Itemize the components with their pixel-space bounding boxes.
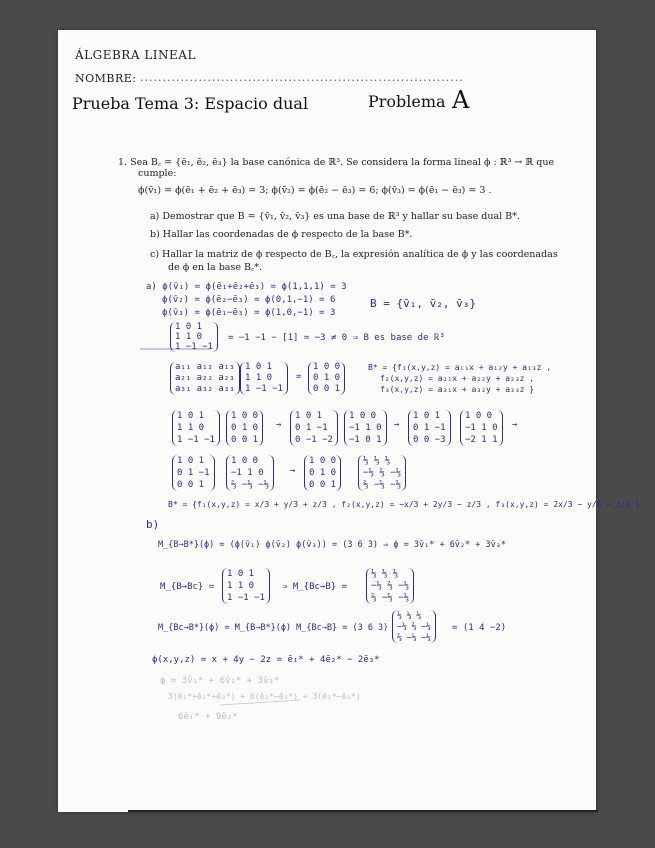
hw-a-line2: ϕ(v̄₂) = ϕ(ē₂−ē₃) = ϕ(0,1,−1) = 6 (162, 295, 336, 305)
hw-b2-arrow: ⇒ M_{Bc→B} = (282, 582, 348, 592)
part-a-text: a) Demostrar que B = {v̄₁, v̄₂, v̄₃} es una base de ℝ³ y hallar su base dual B*. (150, 211, 520, 222)
statement-line1: 1. Sea B꜀ = {ē₁, ē₂, ē₃} la base canónica de ℝ³. Se considera la forma lineal ϕ : ℝ³ → ℝ que (118, 157, 555, 168)
bstar-final: B* = {f₁(x,y,z) = x/3 + y/3 + z/3 , f₂(x,y,z) = −x/3 + 2y/3 − z/3 , f₃(x,y,z) = 2x/3 − y/3 − z/3 } (168, 500, 641, 509)
gauss-step1-left: 1 0 1 1 1 0 1 −1 −1 (172, 410, 220, 446)
determinant-result: = −1 −1 − [1] = −3 ≠ 0 ⇒ B es base de ℝ³ (228, 333, 445, 343)
nombre-label: NOMBRE: (75, 72, 137, 85)
hw-b-label: b) (146, 518, 160, 531)
faint-note-1: ϕ = 3v̄₁* + 6v̄₂* + 3v̄₃* (160, 676, 280, 686)
identity-matrix: 1 0 0 0 1 0 0 0 1 (308, 362, 345, 395)
hw-c-result: = (1 4 −2) (452, 623, 507, 633)
gauss-step4-left: 1 0 1 0 1 −1 0 0 1 (172, 455, 215, 491)
bstar-def-1: B* = {f₁(x,y,z) = a₁₁x + a₁₂y + a₁₃z , (368, 363, 552, 372)
change-basis-matrix: 1 0 1 1 1 0 1 −1 −1 (222, 568, 270, 604)
hw-c-line1: M_{Bc→B*}(ϕ) = M_{B→B*}(ϕ) M_{Bc→B} = (3 6 3) (158, 623, 389, 633)
hw-basis-note: B = {v̄₁, v̄₂, v̄₃} (370, 297, 476, 310)
arrow-2: → (394, 420, 400, 430)
hw-a-line1: a) ϕ(v̄₁) = ϕ(ē₁+ē₂+ē₃) = ϕ(1,1,1) = 3 (146, 282, 347, 292)
determinant-matrix: 1 0 1 1 1 0 1 −1 −1 (170, 322, 218, 352)
arrow-1: → (276, 420, 282, 430)
nombre-dots: ........................................................................ (140, 71, 464, 84)
part-b-text: b) Hallar las coordenadas de ϕ respecto de la base B*. (150, 229, 413, 240)
gauss-step2-left: 1 0 1 0 1 −1 0 −1 −2 (290, 410, 338, 446)
gauss-step5-left: 1 0 0 0 1 0 0 0 1 (304, 455, 341, 491)
gauss-step4-right: 1 0 0 −1 1 0 ⅔ −⅓ −⅓ (226, 455, 274, 491)
gauss-step2-right: 1 0 0 −1 1 0 −1 0 1 (344, 410, 387, 446)
statement-line2: cumple: (138, 168, 177, 179)
gauss-step3-right: 1 0 0 −1 1 0 −2 1 1 (460, 410, 503, 446)
gauss-step1-right: 1 0 0 0 1 0 0 0 1 (226, 410, 263, 446)
equals-sign-1: = (296, 372, 302, 382)
coef-matrix: a₁₁ a₁₂ a₁₃ a₂₁ a₂₂ a₂₃ a₃₁ a₃₂ a₃₃ (170, 362, 240, 395)
part-c-text-2: de ϕ en la base B꜀*. (168, 262, 263, 273)
problem-letter: A (452, 86, 470, 114)
faint-stroke (220, 700, 300, 705)
gauss-step5-right: ⅓ ⅓ ⅓ −⅓ ⅔ −⅓ ⅔ −⅓ −⅓ (358, 455, 406, 491)
part-c-text-1: c) Hallar la matriz de ϕ respecto de B꜀, la expresión analítica de ϕ y las coordenadas (150, 249, 558, 260)
faint-note-3: 6ē₁* + 9ē₂* (178, 712, 238, 722)
statement-condition: ϕ(v̄₁) = ϕ(ē₁ + ē₂ + ē₃) = 3; ϕ(v̄₂) = ϕ(ē₂ − ē₃) = 6; ϕ(v̄₃) = ϕ(ē₁ − ē₃) = 3 . (138, 185, 492, 196)
bstar-def-3: f₃(x,y,z) = a₃₁x + a₃₂y + a₃₃z } (380, 385, 535, 394)
gauss-step3-left: 1 0 1 0 1 −1 0 0 −3 (408, 410, 451, 446)
problem-label: Problema (368, 92, 446, 111)
arrow-3: → (512, 420, 518, 430)
hw-c-line2: ϕ(x,y,z) = x + 4y − 2z = ē₁* + 4ē₂* − 2ē₃* (152, 655, 380, 665)
exam-title: Prueba Tema 3: Espacio dual (72, 94, 309, 113)
arrow-4: → (290, 466, 296, 476)
course-title: ÁLGEBRA LINEAL (75, 48, 196, 62)
bstar-def-2: f₂(x,y,z) = a₂₁x + a₂₂y + a₂₃z , (380, 374, 535, 383)
hw-b2-label: M_{B→Bc} = (160, 582, 215, 592)
basis-matrix: 1 0 1 1 1 0 1 −1 −1 (240, 362, 288, 395)
inverse-matrix: ⅓ ⅓ ⅓ −⅓ ⅔ −⅓ ⅔ −⅓ −⅓ (366, 568, 414, 604)
inverse-matrix-2: ⅓ ⅓ ⅓ −⅓ ⅔ −⅓ ⅔ −⅓ −⅓ (392, 610, 436, 643)
hw-b-line1: M_{B→B*}(ϕ) = (ϕ(v̄₁) ϕ(v̄₂) ϕ(v̄₃)) = (3 6 3) ⇒ ϕ = 3v̄₁* + 6v̄₂* + 3v̄₃* (158, 540, 506, 550)
hw-a-line3: ϕ(v̄₃) = ϕ(ē₁−ē₃) = ϕ(1,0,−1) = 3 (162, 308, 336, 318)
faint-note-2: 3(ē₁*+ē₂*+ē₃*) + 6(ē₂*−ē₃*) + 3(ē₁*−ē₃*) (168, 692, 361, 701)
